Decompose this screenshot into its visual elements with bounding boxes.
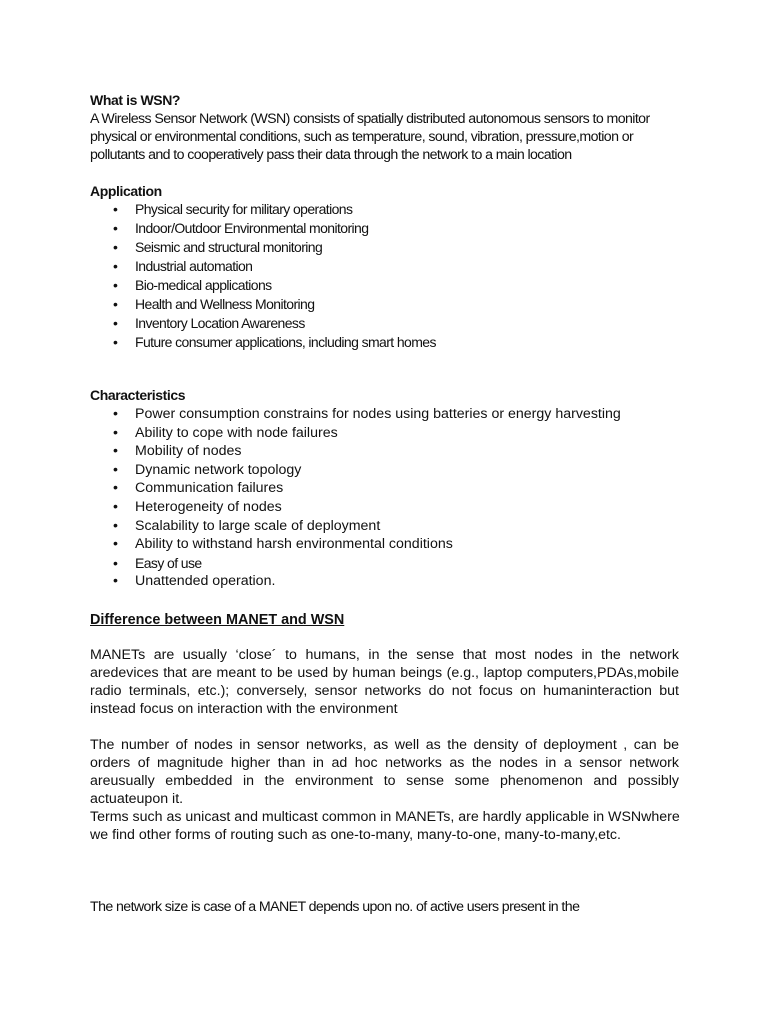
list-item: • Scalability to large scale of deployment [90,517,621,536]
list-item: • Inventory Location Awareness [90,314,436,333]
list-item: • Future consumer applications, including smart homes [90,333,436,352]
list-item: • Mobility of nodes [90,442,621,461]
wsn-definition: A Wireless Sensor Network (WSN) consists of spatially distributed autonomous sensors to monitor physical or environmental conditions, such as temperature, sound, vibration, pressure,motion or pollutants and to cooperatively pass their data through the network to a main location [90,111,650,163]
list-item: • Physical security for military operations [90,200,436,219]
list-item: • Communication failures [90,479,621,498]
application-heading: Application [90,183,162,199]
difference-paragraph-2: The number of nodes in sensor networks, as well as the density of deployment , can be orders of magnitude higher than in ad hoc networks as the nodes in a sensor network areusually embedded in the environment to sense some phenomenon and possibly actuateupon it. [90,737,679,807]
list-item: • Unattended operation. [90,572,621,591]
list-item: • Easy of use [90,554,621,573]
list-item: • Power consumption constrains for nodes using batteries or energy harvesting [90,405,621,424]
difference-paragraph-3: Terms such as unicast and multicast common in MANETs, are hardly applicable in WSNwhere we find other forms of routing such as one-to-many, many-to-one, many-to-many,etc. [90,809,680,843]
list-item: • Dynamic network topology [90,461,621,480]
difference-heading: Difference between MANET and WSN [90,612,345,628]
list-item: • Heterogeneity of nodes [90,498,621,517]
list-item: • Indoor/Outdoor Environmental monitoring [90,219,436,238]
difference-paragraph-1: MANETs are usually ‘close´ to humans, in the sense that most nodes in the network aredevices that are meant to be used by human beings (e.g., laptop computers,PDAs,mobile radio terminals, etc.); conversely, sensor networks do not focus on humaninteraction but instead focus on interaction with the environment [90,647,679,717]
characteristics-list [90,405,621,591]
difference-paragraph-4: The network size is case of a MANET depends upon no. of active users present in the [90,899,580,915]
wsn-heading: What is WSN? [90,92,181,108]
list-item: • Industrial automation [90,257,436,276]
characteristics-heading: Characteristics [90,387,186,403]
application-list [90,200,436,352]
list-item: • Ability to withstand harsh environmental conditions [90,535,621,554]
list-item: • Seismic and structural monitoring [90,238,436,257]
list-item: • Bio-medical applications [90,276,436,295]
list-item: • Health and Wellness Monitoring [90,295,436,314]
list-item: • Ability to cope with node failures [90,424,621,443]
